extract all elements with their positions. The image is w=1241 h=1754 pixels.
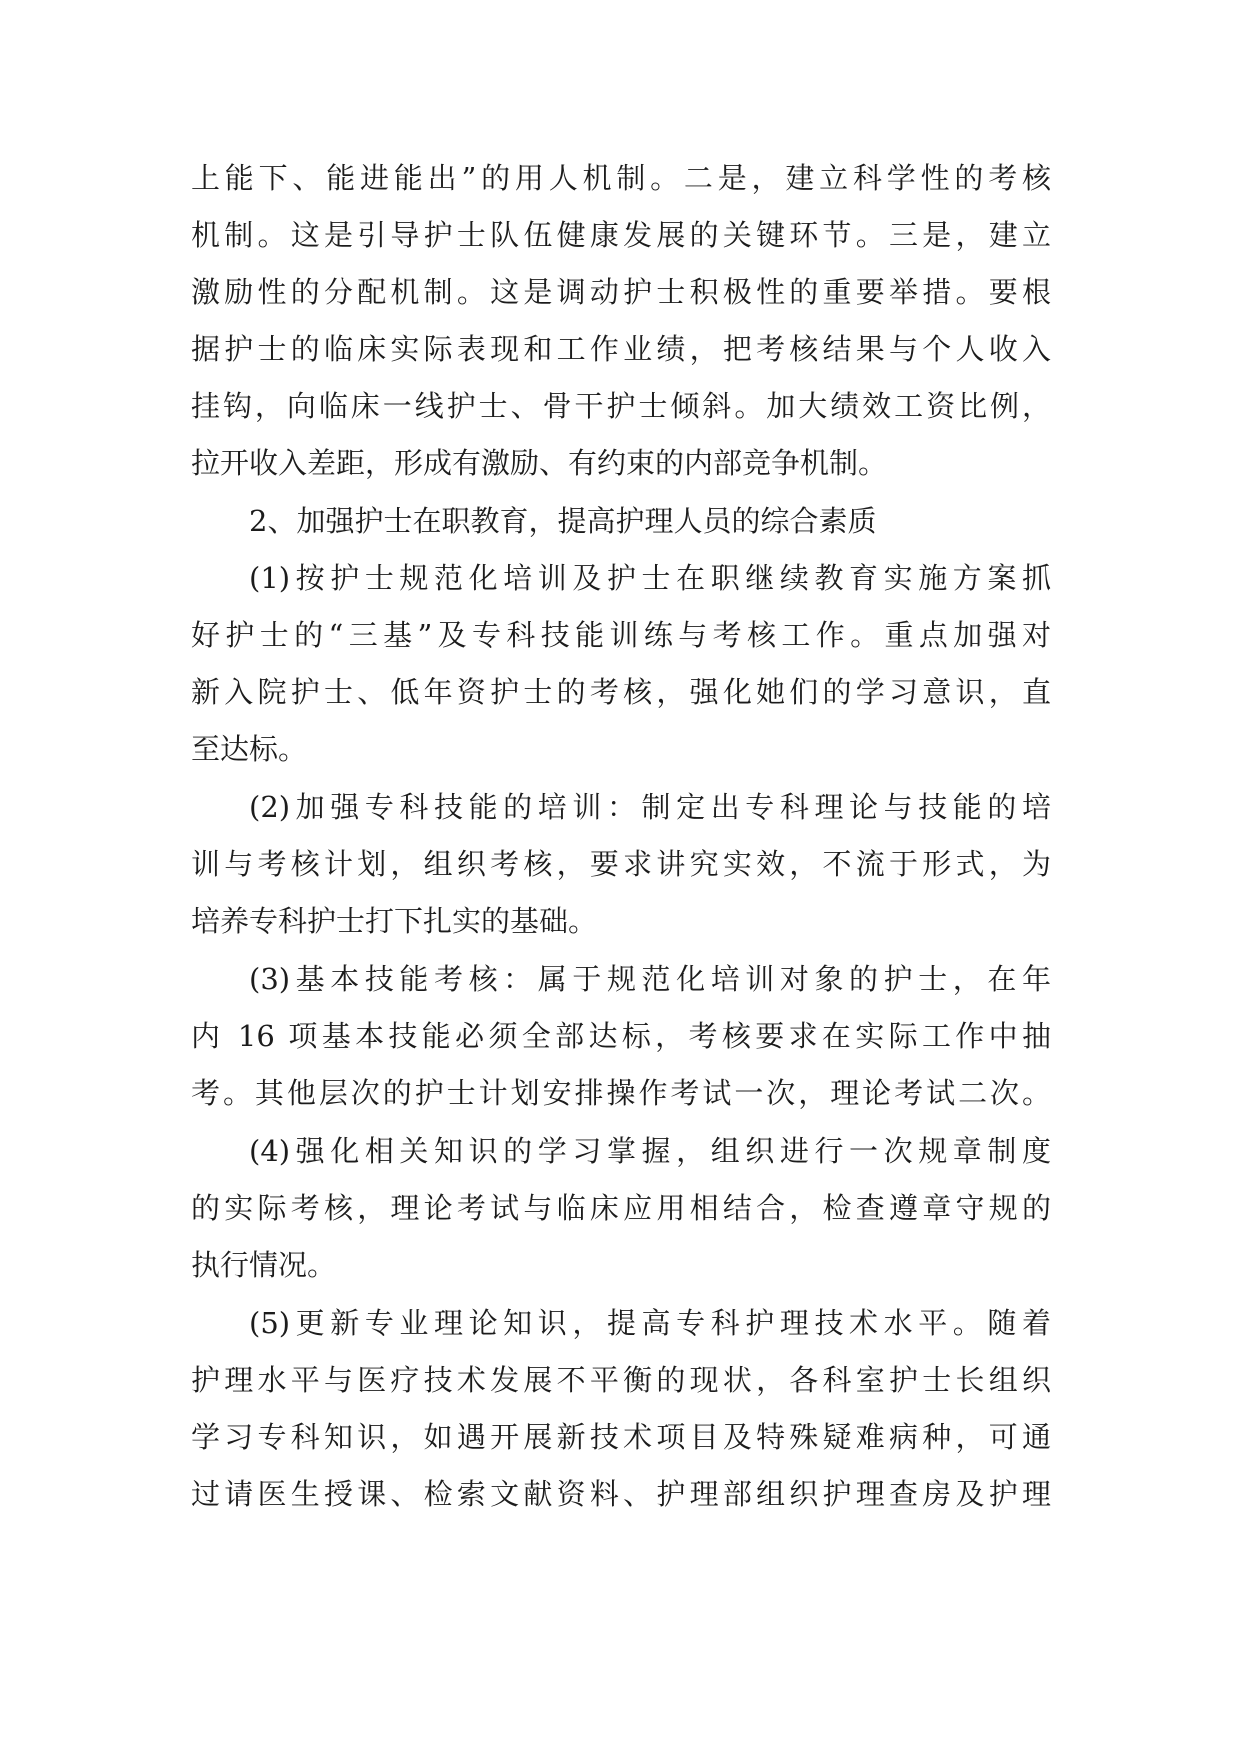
paragraph-line: 拉开收入差距，形成有激励、有约束的内部竞争机制。 [191,446,888,480]
paragraph-line: 激励性的分配机制。这是调动护士积极性的重要举措。要根 [191,275,1051,309]
paragraph-line: (1)按护士规范化培训及护士在职继续教育实施方案抓 [249,561,1051,595]
paragraph-line: 训与考核计划，组织考核，要求讲究实效，不流于形式，为 [191,847,1051,881]
paragraph-line: 的实际考核，理论考试与临床应用相结合，检查遵章守规的 [191,1191,1051,1225]
paragraph-line: 执行情况。 [191,1248,337,1282]
paragraph-line: (5)更新专业理论知识，提高专科护理技术水平。随着 [249,1306,1051,1340]
paragraph-line: (4)强化相关知识的学习掌握，组织进行一次规章制度 [249,1134,1051,1168]
paragraph-line: (2)加强专科技能的培训：制定出专科理论与技能的培 [249,790,1051,824]
paragraph-line: 学习专科知识，如遇开展新技术项目及特殊疑难病种，可通 [191,1420,1051,1454]
paragraph-line: 培养专科护士打下扎实的基础。 [191,904,598,938]
paragraph-line: 护理水平与医疗技术发展不平衡的现状，各科室护士长组织 [191,1363,1051,1397]
section-heading: 2、加强护士在职教育，提高护理人员的综合素质 [249,504,877,538]
paragraph-line: 内 16 项基本技能必须全部达标，考核要求在实际工作中抽 [191,1019,1051,1053]
paragraph-line: 上能下、能进能出”的用人机制。二是，建立科学性的考核 [191,161,1051,195]
paragraph-line: 过请医生授课、检索文献资料、护理部组织护理查房及护理 [191,1477,1051,1511]
paragraph-line: 至达标。 [191,732,308,766]
paragraph-line: (3)基本技能考核：属于规范化培训对象的护士，在年 [249,962,1051,996]
paragraph-line: 挂钩，向临床一线护士、骨干护士倾斜。加大绩效工资比例， [191,389,1051,423]
paragraph-line: 好护士的“三基”及专科技能训练与考核工作。重点加强对 [191,618,1051,652]
paragraph-line: 机制。这是引导护士队伍健康发展的关键环节。三是，建立 [191,218,1051,252]
paragraph-line: 新入院护士、低年资护士的考核，强化她们的学习意识，直 [191,675,1051,709]
paragraph-line: 据护士的临床实际表现和工作业绩，把考核结果与个人收入 [191,332,1051,366]
paragraph-line: 考。其他层次的护士计划安排操作考试一次，理论考试二次。 [191,1076,1051,1110]
